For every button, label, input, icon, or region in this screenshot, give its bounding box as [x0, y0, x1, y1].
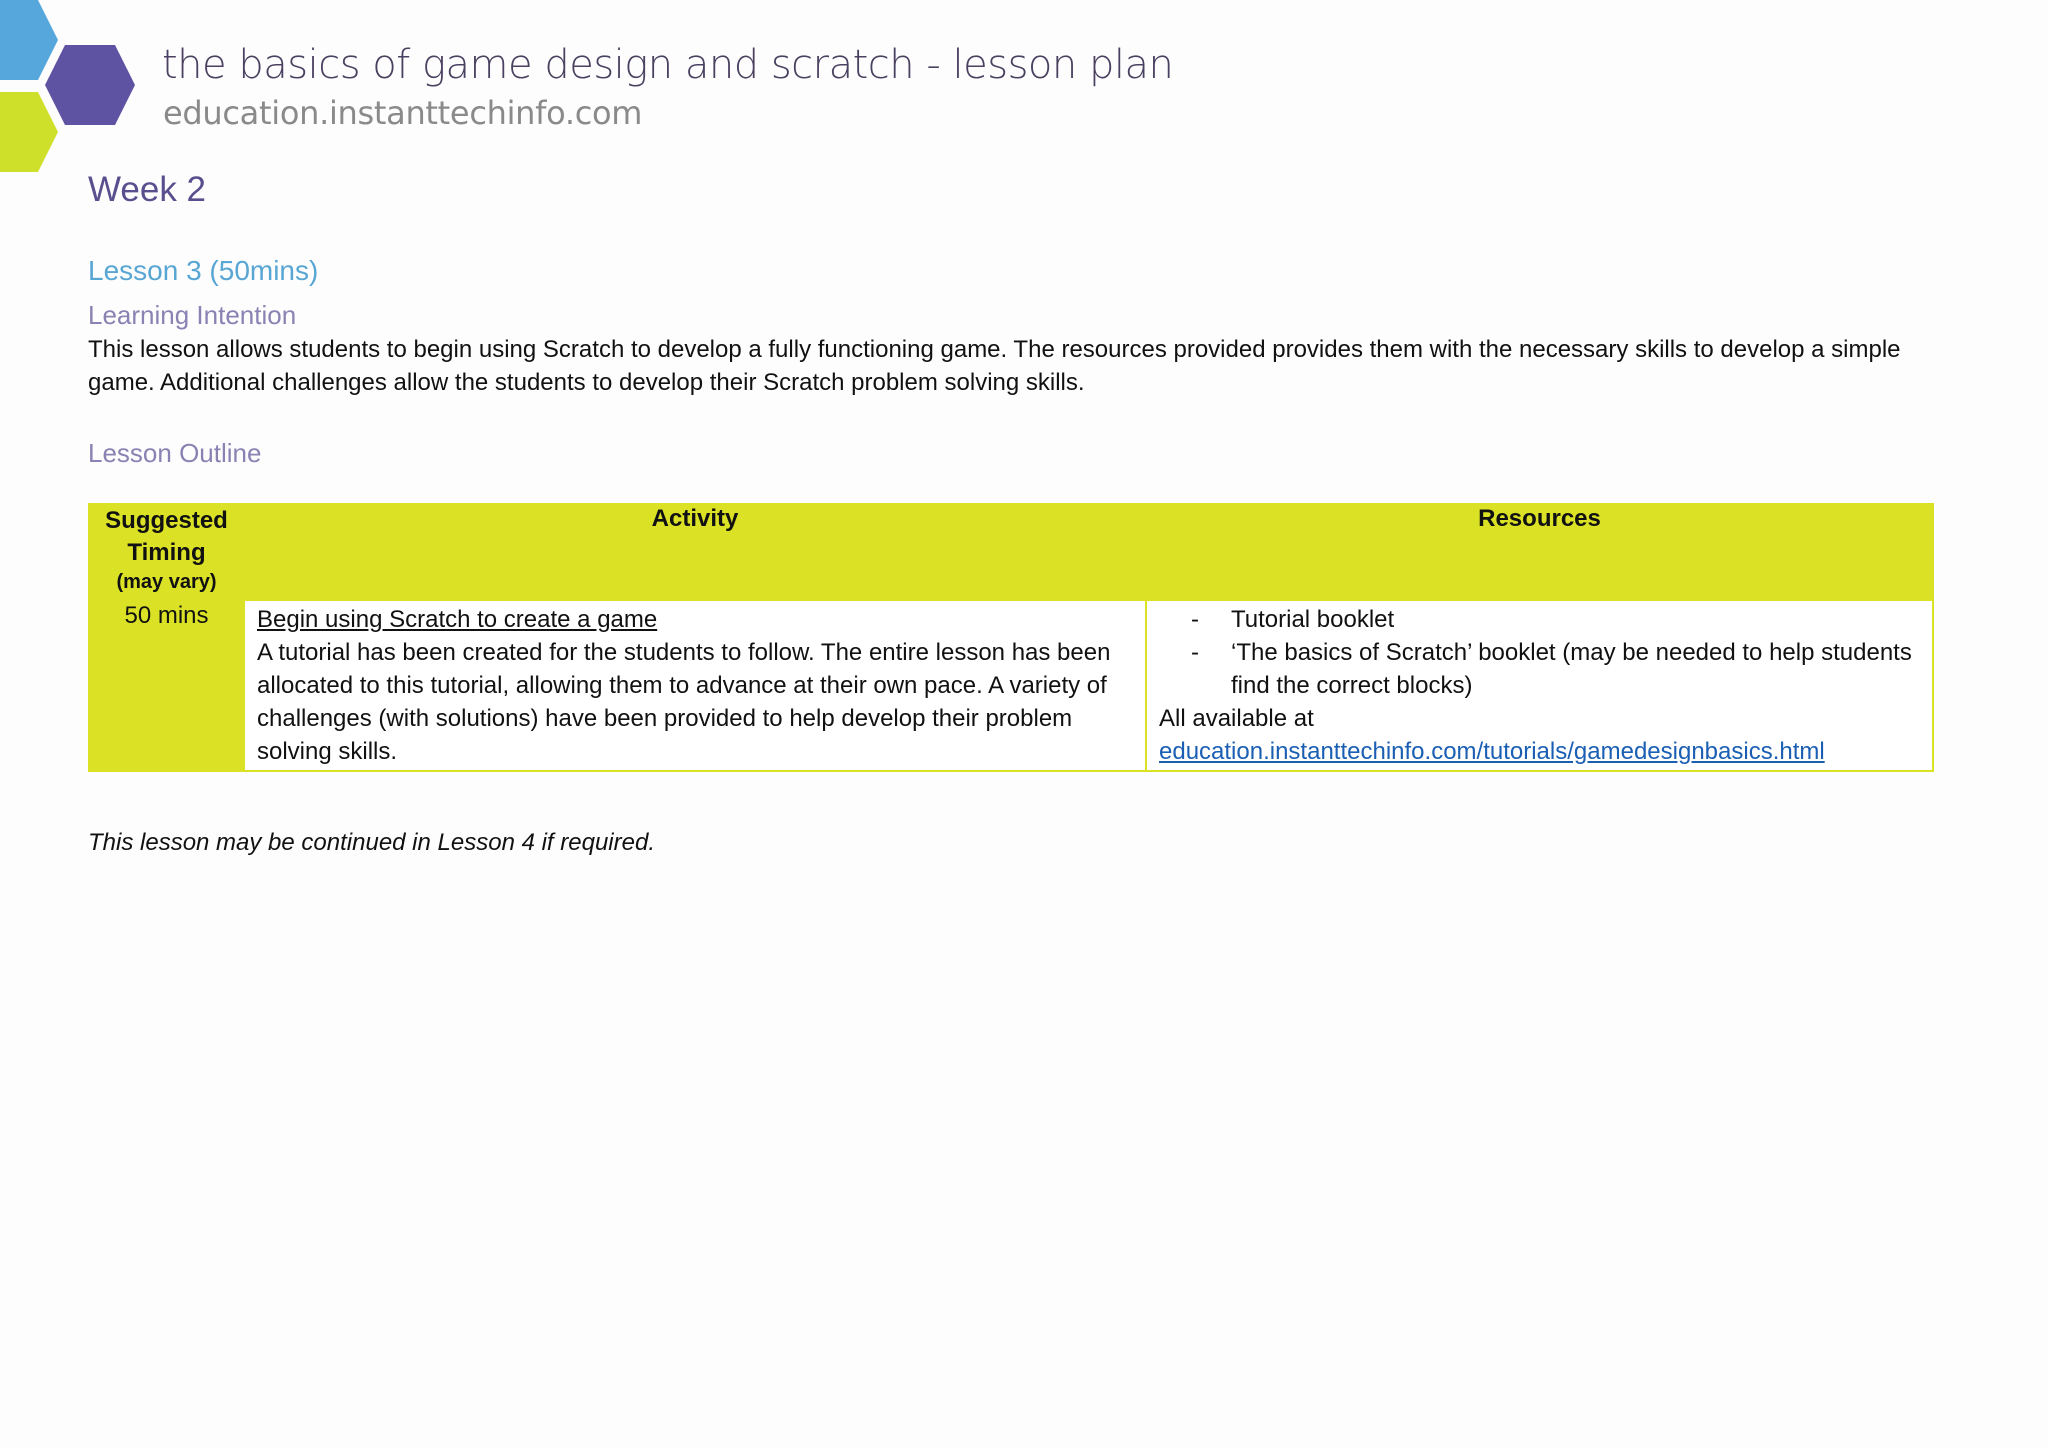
available-at-text: All available at	[1159, 705, 1314, 732]
activity-description: A tutorial has been created for the students to follow. The entire lesson has been allocated to this tutorial, allowing them to advance at their own pace. A variety of challenges (with solutions) have been provided to help develop their problem solving skills.	[257, 639, 1111, 765]
lesson-outline-heading: Lesson Outline	[88, 438, 262, 468]
tutorials-link[interactable]: education.instanttechinfo.com/tutorials/gamedesignbasics.html	[1159, 738, 1825, 765]
resources-cell	[1146, 600, 1933, 771]
week-heading: Week 2	[88, 170, 207, 209]
resource-text: ‘The basics of Scratch’ booklet (may be needed to help students find the correct blocks)	[1231, 639, 1912, 699]
resources-column-header: Resources	[1146, 504, 1933, 600]
learning-intention-heading: Learning Intention	[88, 300, 297, 330]
list-item	[1159, 603, 1920, 636]
list-item	[1159, 636, 1920, 702]
lesson-heading: Lesson 3 (50mins)	[88, 255, 319, 286]
hexagon-logo	[0, 0, 140, 175]
learning-intention-text: This lesson allows students to begin using Scratch to develop a fully functioning game. The resources provided provides them with the necessary skills to develop a simple game. Additional challenges allow the students to develop their Scratch problem solving skills.	[88, 336, 1901, 396]
hexagon-blue-icon	[0, 0, 58, 80]
timing-cell: 50 mins	[89, 600, 244, 771]
table-header-row	[89, 504, 1933, 600]
list-bullet: -	[1191, 606, 1199, 633]
timing-header-note: (may vary)	[116, 571, 217, 593]
lesson-outline-table	[88, 503, 1934, 772]
list-bullet: -	[1191, 639, 1199, 666]
document-header-title: the basics of game design and scratch - lesson plan	[162, 42, 1174, 88]
hexagon-lime-icon	[0, 92, 58, 172]
timing-column-header	[89, 504, 244, 600]
activity-cell	[244, 600, 1146, 771]
activity-title: Begin using Scratch to create a game	[257, 606, 658, 633]
document-header-subtitle: education.instanttechinfo.com	[163, 94, 643, 132]
activity-column-header: Activity	[244, 504, 1146, 600]
continuation-note: This lesson may be continued in Lesson 4 if required.	[88, 829, 655, 856]
timing-header-label: Suggested Timing	[105, 507, 228, 566]
hexagon-purple-icon	[45, 45, 135, 125]
resource-text: Tutorial booklet	[1231, 606, 1395, 633]
table-row	[89, 600, 1933, 771]
